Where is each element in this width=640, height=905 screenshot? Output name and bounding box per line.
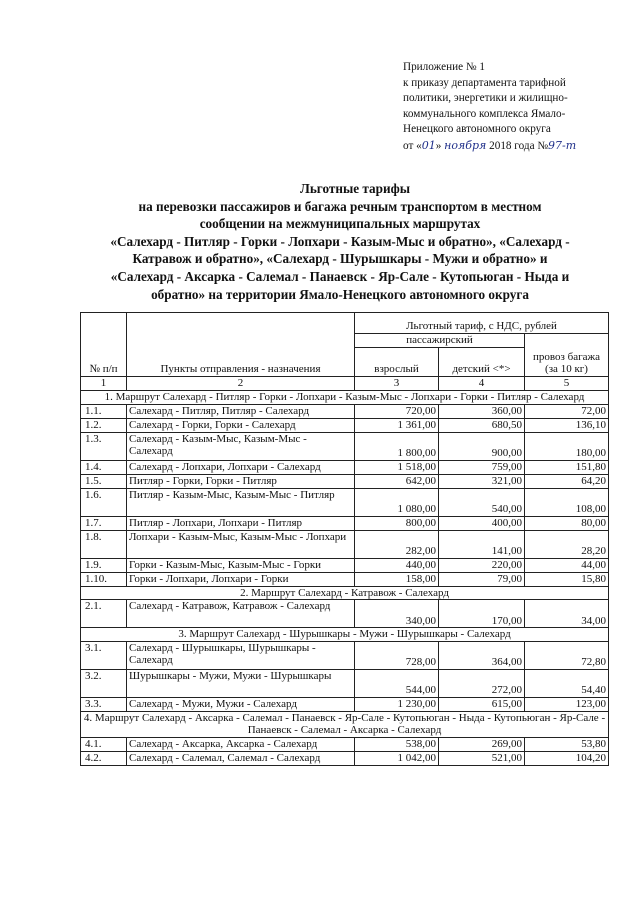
title-line: на перевозки пассажиров и багажа речным транспортом в местном [138,198,542,214]
route-name: Питляр - Казым-Мыс, Казым-Мыс - Питляр [127,488,355,516]
baggage-fare: 136,10 [525,418,609,432]
date-month: ноября [444,138,487,152]
header-points: Пункты отправления - назначения [127,313,355,377]
section-row [81,391,609,405]
route-name: Салехард - Питляр, Питляр - Салехард [127,404,355,418]
adult-fare: 440,00 [355,558,439,572]
adult-fare: 1 230,00 [355,697,439,711]
column-number: 3 [355,377,439,391]
header-adult: взрослый [355,348,439,377]
route-name: Салехард - Шурышкары, Шурышкары - Салехард [127,641,355,669]
route-name: Шурышкары - Мужи, Мужи - Шурышкары [127,669,355,697]
row-index: 1.5. [81,474,127,488]
child-fare: 170,00 [439,600,525,628]
header-child: детский <*> [439,348,525,377]
child-fare: 615,00 [439,697,525,711]
child-fare: 360,00 [439,404,525,418]
column-numbers-row [81,377,609,391]
section-row [81,586,609,600]
column-number: 2 [127,377,355,391]
route-name: Салехард - Лопхари, Лопхари - Салехард [127,460,355,474]
adult-fare: 1 042,00 [355,751,439,765]
header-tariff: Льготный тариф, с НДС, рублей [355,313,609,334]
baggage-fare: 28,20 [525,530,609,558]
child-fare: 521,00 [439,751,525,765]
baggage-fare: 44,00 [525,558,609,572]
baggage-fare: 180,00 [525,432,609,460]
child-fare: 400,00 [439,516,525,530]
row-index: 4.2. [81,751,127,765]
baggage-fare: 72,00 [525,404,609,418]
table-row [81,432,609,460]
adult-fare: 544,00 [355,669,439,697]
title-line: Катравож и обратно», «Салехард - Шурышкары - Мужи и обратно» и [132,251,548,267]
baggage-fare: 34,00 [525,600,609,628]
table-row [81,641,609,669]
baggage-fare: 72,80 [525,641,609,669]
row-index: 1.1. [81,404,127,418]
title-line: обратно» на территории Ямало-Ненецкого автономного округа [151,286,529,302]
child-fare: 759,00 [439,460,525,474]
child-fare: 79,00 [439,572,525,586]
title-line: сообщении на межмуниципальных маршрутах [199,216,481,232]
header-baggage: провоз багажа (за 10 кг) [525,334,609,377]
row-index: 1.10. [81,572,127,586]
adult-fare: 158,00 [355,572,439,586]
section-header: 2. Маршрут Салехард - Катравож - Салехард [81,586,609,600]
order-number: 97-т [548,138,577,152]
adult-fare: 728,00 [355,641,439,669]
title-line: «Салехард - Аксарка - Салемал - Панаевск - Яр-Сале - Кутопьюган - Ныда и [110,268,570,284]
route-name: Салехард - Аксарка, Аксарка - Салехард [127,737,355,751]
date-day: 01 [421,138,436,152]
table-row [81,530,609,558]
adult-fare: 1 080,00 [355,488,439,516]
appendix-line: к приказу департамента тарифной [403,76,566,89]
route-name: Салехард - Мужи, Мужи - Салехард [127,697,355,711]
header-passenger: пассажирский [355,334,525,348]
baggage-fare: 54,40 [525,669,609,697]
table-row [81,669,609,697]
appendix-block [403,60,635,155]
table-row [81,488,609,516]
date-mid: » [435,139,442,152]
baggage-fare: 151,80 [525,460,609,474]
route-name: Горки - Казым-Мыс, Казым-Мыс - Горки [127,558,355,572]
date-prefix: от « [403,139,422,152]
section-row [81,628,609,642]
child-fare: 900,00 [439,432,525,460]
adult-fare: 538,00 [355,737,439,751]
table-row [81,418,609,432]
table-row [81,460,609,474]
child-fare: 272,00 [439,669,525,697]
table-row [81,600,609,628]
column-number: 4 [439,377,525,391]
child-fare: 364,00 [439,641,525,669]
header-row [81,313,609,334]
section-header: 1. Маршрут Салехард - Питляр - Горки - Лопхари - Казым-Мыс - Лопхари - Горки - Питляр - Салехард [81,391,609,405]
row-index: 1.2. [81,418,127,432]
column-number: 1 [81,377,127,391]
route-name: Салехард - Казым-Мыс, Казым-Мыс - Салехард [127,432,355,460]
adult-fare: 1 800,00 [355,432,439,460]
appendix-date [403,138,635,155]
baggage-fare: 64,20 [525,474,609,488]
appendix-line: коммунального комплекса Ямало- [403,107,566,120]
appendix-line: Приложение № 1 [403,61,485,73]
child-fare: 141,00 [439,530,525,558]
header-num: № п/п [81,313,127,377]
table-row [81,697,609,711]
baggage-fare: 15,80 [525,572,609,586]
section-header: 4. Маршрут Салехард - Аксарка - Салемал - Панаевск - Яр-Сале - Кутопьюган - Ныда - Кутопьюган - Яр-Сале - Панаевск - Салемал - Аксарка - Салехард [81,711,609,737]
route-name: Питляр - Горки, Горки - Питляр [127,474,355,488]
row-index: 2.1. [81,600,127,628]
row-index: 1.3. [81,432,127,460]
row-index: 3.2. [81,669,127,697]
row-index: 3.3. [81,697,127,711]
section-header: 3. Маршрут Салехард - Шурышкары - Мужи - Шурышкары - Салехард [81,628,609,642]
adult-fare: 1 361,00 [355,418,439,432]
table-row [81,572,609,586]
table-row [81,558,609,572]
baggage-fare: 80,00 [525,516,609,530]
table-row [81,751,609,765]
document-title [60,180,620,303]
section-row [81,711,609,737]
row-index: 1.4. [81,460,127,474]
table-row [81,516,609,530]
baggage-fare: 108,00 [525,488,609,516]
adult-fare: 720,00 [355,404,439,418]
route-name: Салехард - Горки, Горки - Салехард [127,418,355,432]
child-fare: 321,00 [439,474,525,488]
child-fare: 220,00 [439,558,525,572]
title-line: «Салехард - Питляр - Горки - Лопхари - Казым-Мыс и обратно», «Салехард - [110,233,570,249]
route-name: Питляр - Лопхари, Лопхари - Питляр [127,516,355,530]
child-fare: 540,00 [439,488,525,516]
adult-fare: 1 518,00 [355,460,439,474]
adult-fare: 282,00 [355,530,439,558]
appendix-line: Ненецкого автономного округа [403,123,551,136]
route-name: Лопхари - Казым-Мыс, Казым-Мыс - Лопхари [127,530,355,558]
column-number: 5 [525,377,609,391]
row-index: 1.7. [81,516,127,530]
table-row [81,404,609,418]
child-fare: 269,00 [439,737,525,751]
row-index: 3.1. [81,641,127,669]
appendix-line: политики, энергетики и жилищно- [403,92,568,105]
title-line: Льготные тарифы [300,181,410,196]
date-suffix: 2018 года № [489,139,549,152]
row-index: 4.1. [81,737,127,751]
row-index: 1.6. [81,488,127,516]
table-row [81,737,609,751]
tariff-table [80,312,609,766]
baggage-fare: 123,00 [525,697,609,711]
row-index: 1.9. [81,558,127,572]
route-name: Горки - Лопхари, Лопхари - Горки [127,572,355,586]
adult-fare: 642,00 [355,474,439,488]
row-index: 1.8. [81,530,127,558]
table-row [81,474,609,488]
adult-fare: 800,00 [355,516,439,530]
adult-fare: 340,00 [355,600,439,628]
baggage-fare: 53,80 [525,737,609,751]
route-name: Салехард - Катравож, Катравож - Салехард [127,600,355,628]
route-name: Салехард - Салемал, Салемал - Салехард [127,751,355,765]
child-fare: 680,50 [439,418,525,432]
baggage-fare: 104,20 [525,751,609,765]
